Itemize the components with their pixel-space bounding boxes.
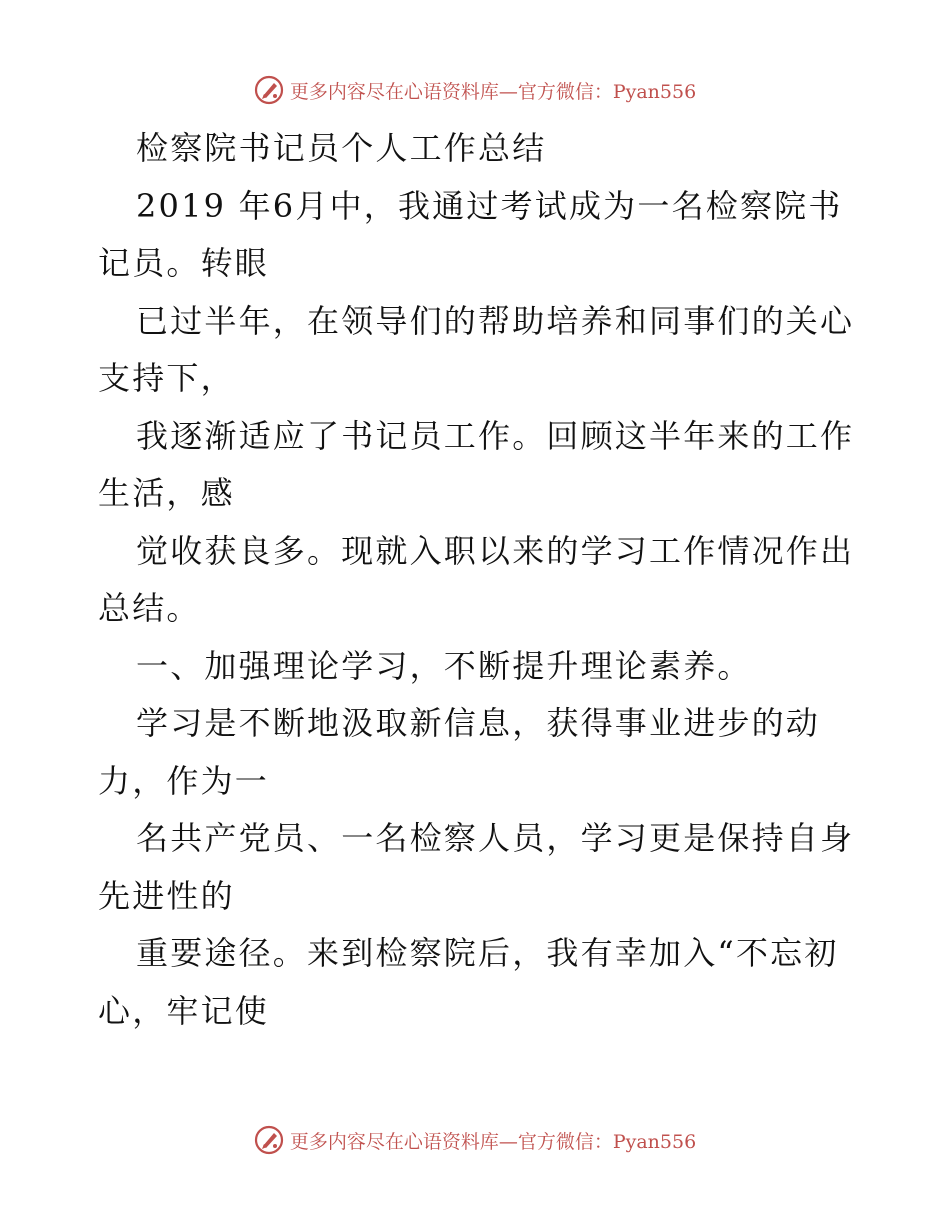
text-line: 学习是不断地汲取新信息，获得事业进步的动 bbox=[136, 704, 821, 742]
document-title: 检察院书记员个人工作总结 bbox=[136, 129, 547, 167]
section-heading: 一、加强理论学习，不断提升理论素养。 bbox=[136, 646, 752, 685]
text-line: 觉收获良多。现就入职以来的学习工作情况作出 bbox=[136, 531, 855, 570]
text-line: 生活，感 bbox=[98, 474, 235, 512]
text-line: 总结。 bbox=[98, 589, 201, 627]
quill-pen-icon bbox=[254, 1125, 284, 1155]
text-line: 先进性的 bbox=[98, 876, 235, 915]
text-line: 力，作为一 bbox=[98, 761, 270, 800]
banner-text: 更多内容尽在心语资料库—官方微信：Pyan556 bbox=[289, 80, 697, 103]
text-line: 重要途径。来到检察院后，我有幸加入“不忘初 bbox=[136, 934, 839, 972]
text-line: 我逐渐适应了书记员工作。回顾这半年来的工作 bbox=[136, 416, 855, 455]
text-line: 心，牢记使 bbox=[98, 991, 270, 1030]
footer-banner bbox=[0, 1120, 950, 1160]
text-line: 名共产党员、一名检察人员，学习更是保持自身 bbox=[136, 819, 855, 857]
header-banner bbox=[0, 70, 950, 110]
text-line: 支持下， bbox=[98, 359, 235, 397]
text-line: 2019 年6月中，我通过考试成为一名检察院书 bbox=[136, 186, 843, 225]
document-body bbox=[98, 120, 858, 1040]
quill-pen-icon bbox=[254, 75, 284, 105]
text-line: 记员。转眼 bbox=[98, 244, 270, 282]
text-line: 已过半年，在领导们的帮助培养和同事们的关心 bbox=[136, 301, 855, 340]
banner-text: 更多内容尽在心语资料库—官方微信：Pyan556 bbox=[289, 1130, 697, 1153]
